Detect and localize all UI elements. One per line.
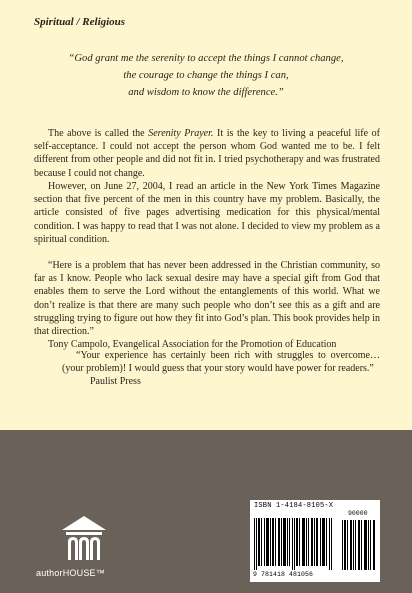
quote-line: “God grant me the serenity to accept the things I cannot change, [68,53,344,64]
isbn-label: ISBN 1-4184-8105-X [254,502,334,510]
endorsement-attribution: Tony Campolo, Evangelical Association for the Promotion of Education [48,339,337,351]
endorsement-text: “Here is a problem that has never been addressed in the Christian community, so far as I know. People who lack sexual desire may have a special gift from God that enables them to serve the Lord without the entanglements of this world. What we don’t realize is that there are many such people who don’t see this as a gift and are struggling trying to figure out how they fit into God’s plan. This book provides help in that direction.” [34,260,380,338]
publisher-name: authorHOUSE™ [36,568,105,578]
serenity-prayer-quote [40,50,372,101]
category-label: Spiritual / Religious [34,16,126,28]
barcode-digits: 9 781418 481056 [253,571,314,578]
endorsement-attribution: Paulist Press [90,376,141,388]
price-barcode-bars [342,520,376,570]
prayer-title: Serenity Prayer. [148,128,214,139]
barcode-bars [254,518,334,570]
authorhouse-house-arch-icon [48,512,120,569]
quote-line: the courage to change the things I can, [123,70,289,81]
article-paragraph: However, on June 27, 2004, I read an article in the New York Times Magazine section that five percent of the men in this country have my problem. Basically, the article consisted of five pages advertising medication for this physical/mental condition. I was happy to read that I was not alone. I decided to view my problem as a spiritual condition. [34,181,380,245]
intro-text-end: It is the key to living a peaceful life of self-acceptance. I could not accept the person whom God wanted me to be. I felt different from other people and did not fit in. I tried psychotherapy and was frustrated because I could not change. [34,128,380,179]
isbn-barcode [250,500,380,582]
endorsement-text: “Your experience has certainly been rich with struggles to overcome…(your problem)! I would guess that your story would have power for readers.” [62,350,380,375]
endorsement-paulist [62,349,380,389]
intro-paragraph [34,127,380,180]
intro-text-start: The above is called the [48,128,149,139]
quote-line: and wisdom to know the difference.” [128,87,284,98]
endorsement-campolo [34,259,380,351]
price-code: 90000 [348,510,368,517]
